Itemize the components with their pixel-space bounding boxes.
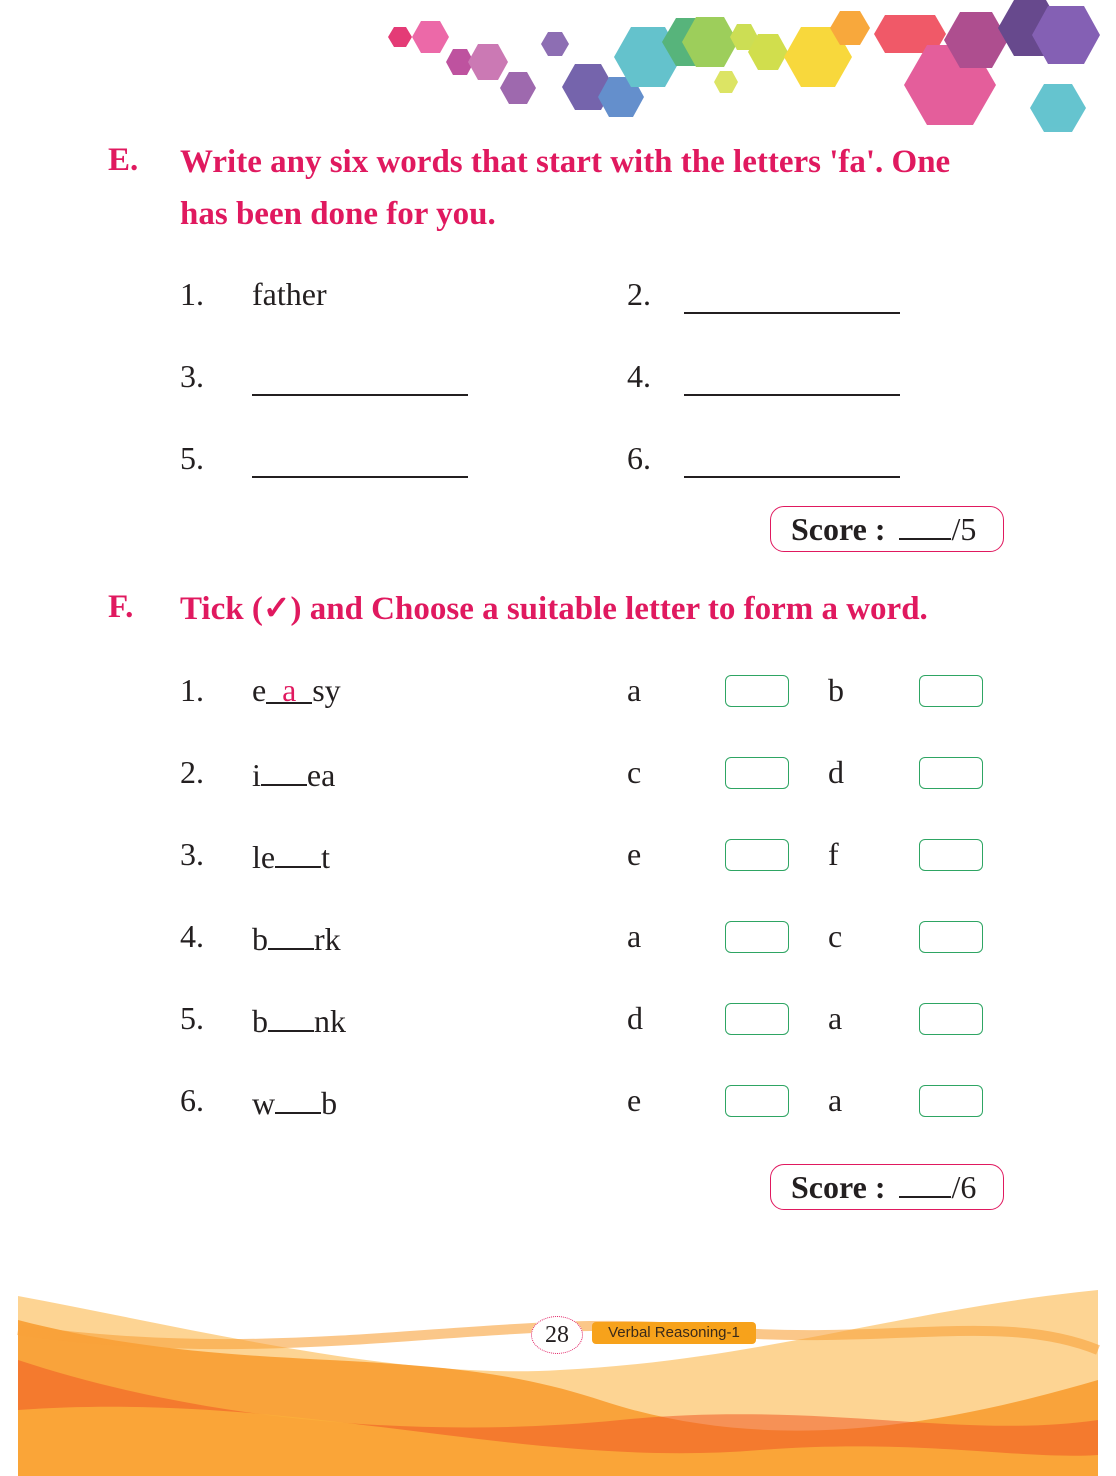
item-number: 1. <box>180 276 204 312</box>
tick-box[interactable] <box>919 921 983 953</box>
decorative-wave-footer <box>0 1270 1116 1476</box>
answer-blank[interactable] <box>684 394 900 396</box>
option-letter: a <box>828 1082 843 1118</box>
answer-blank[interactable] <box>684 312 900 314</box>
answer-blank[interactable] <box>252 394 468 396</box>
option-letter: c <box>627 754 642 790</box>
decorative-hexagon-banner <box>0 0 1116 140</box>
page-number: 28 <box>531 1316 583 1354</box>
example-answer: father <box>252 276 327 312</box>
option-letter: a <box>828 1000 843 1036</box>
section-e-instruction-line2: has been done for you. <box>180 196 496 232</box>
option-letter: e <box>627 1082 642 1118</box>
incomplete-word: b nk <box>252 1000 346 1040</box>
score-blank[interactable] <box>899 512 951 540</box>
answer-blank[interactable] <box>684 476 900 478</box>
item-number: 6. <box>627 440 651 476</box>
letter-gap: a <box>266 672 312 704</box>
tick-box[interactable] <box>725 1003 789 1035</box>
tick-box[interactable] <box>919 839 983 871</box>
score-box-e <box>770 506 1004 552</box>
item-number: 5. <box>180 1000 204 1036</box>
score-box-f <box>770 1164 1004 1210</box>
incomplete-word: le t <box>252 836 330 876</box>
tick-box[interactable] <box>725 921 789 953</box>
tick-box[interactable] <box>725 675 789 707</box>
option-letter: d <box>828 754 844 790</box>
item-number: 2. <box>180 754 204 790</box>
item-number: 5. <box>180 440 204 476</box>
item-number: 3. <box>180 358 204 394</box>
option-letter: c <box>828 918 843 954</box>
item-number: 4. <box>180 918 204 954</box>
score-blank[interactable] <box>899 1170 951 1198</box>
item-number: 4. <box>627 358 651 394</box>
tick-box[interactable] <box>919 1003 983 1035</box>
answer-blank[interactable] <box>252 476 468 478</box>
incomplete-word: b rk <box>252 918 341 958</box>
tick-box[interactable] <box>919 675 983 707</box>
incomplete-word: i ea <box>252 754 335 794</box>
section-e-letter: E. <box>108 142 139 178</box>
section-f-letter: F. <box>108 589 134 625</box>
score-label: Score : <box>791 511 886 547</box>
section-e-instruction-line1: Write any six words that start with the letters 'fa'. One <box>180 144 951 180</box>
tick-box[interactable] <box>725 757 789 789</box>
item-number: 6. <box>180 1082 204 1118</box>
item-number: 3. <box>180 836 204 872</box>
option-letter: d <box>627 1000 643 1036</box>
tick-box[interactable] <box>725 839 789 871</box>
tick-box[interactable] <box>725 1085 789 1117</box>
section-f-instruction: Tick (✓) and Choose a suitable letter to form a word. <box>180 591 928 627</box>
option-letter: a <box>627 918 642 954</box>
tick-box[interactable] <box>919 757 983 789</box>
incomplete-word: e a sy <box>252 672 341 708</box>
item-number: 2. <box>627 276 651 312</box>
letter-gap[interactable] <box>268 918 314 950</box>
section-e-instruction <box>180 136 1040 240</box>
letter-gap[interactable] <box>261 754 307 786</box>
score-label: Score : <box>791 1169 886 1205</box>
option-letter: b <box>828 672 844 708</box>
book-title-tag: Verbal Reasoning-1 <box>592 1322 756 1344</box>
letter-gap[interactable] <box>268 1000 314 1032</box>
score-total: /6 <box>951 1169 977 1205</box>
option-letter: f <box>828 836 839 872</box>
option-letter: e <box>627 836 642 872</box>
tick-box[interactable] <box>919 1085 983 1117</box>
incomplete-word: w b <box>252 1082 337 1122</box>
score-total: /5 <box>951 511 977 547</box>
letter-gap[interactable] <box>275 1082 321 1114</box>
option-letter: a <box>627 672 642 708</box>
letter-gap[interactable] <box>275 836 321 868</box>
item-number: 1. <box>180 672 204 708</box>
